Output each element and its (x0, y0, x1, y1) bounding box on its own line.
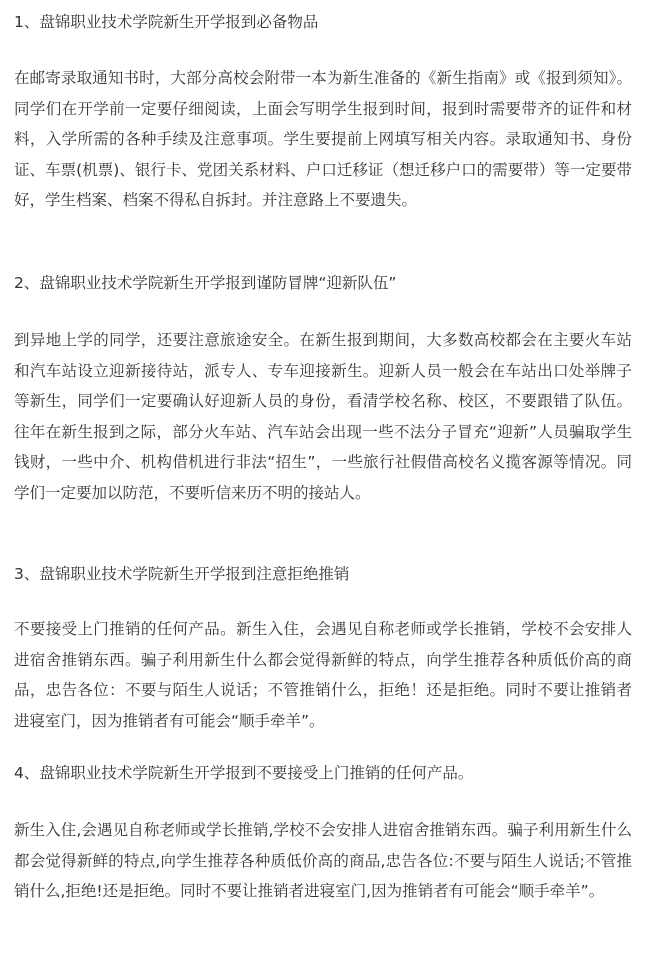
section-2-heading: 2、盘锦职业技术学院新生开学报到谨防冒牌“迎新队伍” (14, 274, 397, 292)
section-1-heading: 1、盘锦职业技术学院新生开学报到必备物品 (14, 13, 319, 31)
section-4-body: 新生入住,会遇见自称老师或学长推销,学校不会安排人进宿舍推销东西。骗子利用新生什么都会觉得新鲜的特点,向学生推荐各种质低价高的商品,忠告各位:不要与陌生人说话;不管推销什么,拒绝!还是拒绝。同时不要让推销者进寝室门,因为推销者有可能会“顺手牵羊”。 (14, 821, 632, 900)
section-3-body: 不要接受上门推销的任何产品。新生入住，会遇见自称老师或学长推销，学校不会安排人进宿舍推销东西。骗子利用新生什么都会觉得新鲜的特点，向学生推荐各种质低价高的商品，忠告各位：不要与陌生人说话；不管推销什么，拒绝！还是拒绝。同时不要让推销者进寝室门，因为推销者有可能会“顺手牵羊”。 (14, 620, 632, 730)
section-4-heading: 4、盘锦职业技术学院新生开学报到不要接受上门推销的任何产品。 (14, 764, 474, 782)
section-3-heading: 3、盘锦职业技术学院新生开学报到注意拒绝推销 (14, 565, 350, 583)
section-2-body: 到异地上学的同学，还要注意旅途安全。在新生报到期间，大多数高校都会在主要火车站和汽车站设立迎新接待站，派专人、专车迎接新生。迎新人员一般会在车站出口处举牌子等新生，同学们一定要确认好迎新人员的身份，看清学校名称、校区，不要跟错了队伍。往年在新生报到之际，部分火车站、汽车站会出现一些不法分子冒充“迎新”人员骗取学生钱财，一些中介、机构借机进行非法“招生”，一些旅行社假借高校名义揽客源等情况。同学们一定要加以防范，不要听信来历不明的接站人。 (14, 331, 632, 502)
section-1-body: 在邮寄录取通知书时，大部分高校会附带一本为新生准备的《新生指南》或《报到须知》。同学们在开学前一定要仔细阅读，上面会写明学生报到时间，报到时需要带齐的证件和材料，入学所需的各种手续及注意事项。学生要提前上网填写相关内容。录取通知书、身份证、车票(机票)、银行卡、党团关系材料、户口迁移证（想迁移户口的需要带）等一定要带好，学生档案、档案不得私自拆封。并注意路上不要遗失。 (14, 69, 632, 209)
